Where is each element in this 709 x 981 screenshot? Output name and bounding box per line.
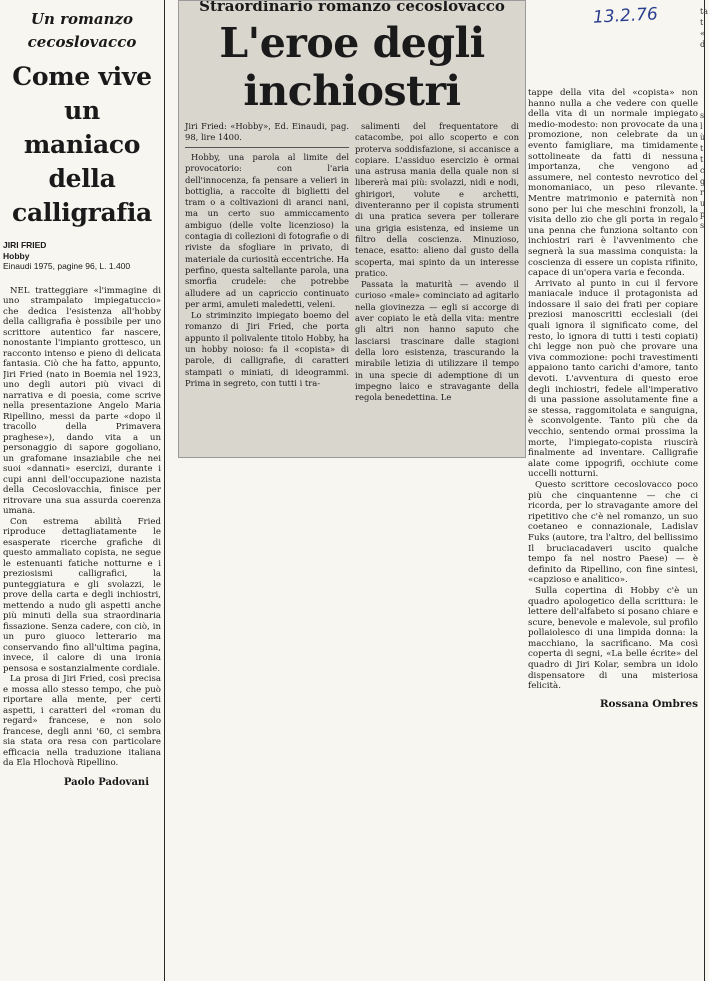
clip-kicker: Straordinario romanzo cecoslovacco [199, 0, 505, 15]
paragraph: Passata la maturità — avendo il curioso «male» cominciato ad agitarlo nella giovinezza — egli si accorge di aver copiato le età della vita: mentre gli altri non hanno saputo che lasciarsi trascinare dalle stagioni della loro esistenza, trascurando la mirabile letizia di utilizzare il tempo in una specie di ademptione di un impegno laico e stravagante della regola benedettina. Le [355, 279, 519, 403]
clip-book-meta: Jiri Fried: «Hobby», Ed. Einaudi, pag. 98, lire 1400. [185, 121, 349, 148]
paragraph: salimenti del frequentatore di catacombe, poi allo scoperto e con proterva soddisfazione, si accanisce a copiare. L'assiduo esercizio è ormai una astrusa mania della quale non si libererà mai più: svolazzi, nidi e nodi, ghirigori, volute e archetti, diventeranno per il copista strumenti di una pratica severa per tollerare una grigia esistenza, ed insieme un filtro della coscienza. Minuzioso, tenace, esatto: alieno dal gusto della scoperta, mai spinto da un interesse pratico. [355, 121, 519, 278]
book-info [3, 240, 161, 272]
right-signature: Rossana Ombres [599, 697, 698, 710]
book-author: JIRI FRIED [3, 240, 47, 250]
edge-fragment-mid: s l ù t t c g r u p s [700, 111, 706, 230]
paragraph: NEL tratteggiare «l'immagine di uno strampalato impiegatuccio» che dedica l'esistenza all'hobby della calligrafia è possibile per uno scrittore autentico far nascere, nonostante l'impianto grottesco, un racconto intenso e pieno di delicata fantasia. Ciò che ha fatto, appunto, Jiri Fried (nato in Boemia nel 1923, uno degli autori più vivaci di narrativa e di poesia, come scrive nella presentazione Angelo Maria Ripellino, messi da parte «dopo il tracollo della Primavera praghese»), dando vita a un personaggio di sapore gogoliano, un grafomane insaziabile che nei suoi «dannati» esercizi, durante i cupi anni dell'occupazione nazista della Cecoslovacchia, finisce per ritrovare una sua assurda coerenza umana. [3, 285, 161, 516]
paragraph: Con estrema abilità Fried riproduce dettagliatamente le esasperate ricerche grafiche di questo ammaliato copista, ne segue le estenuanti fatiche notturne e i preziosismi calligrafici, la punteggiatura e gli svolazzi, le prove della carta e degli inchiostri, mettendo a nudo gli aspetti anche più minuti della sua straordinaria fissazione. Senza cadere, con ciò, in un puro giuoco letterario ma conservando fino all'ultima pagina, invece, il calore di una ironia pensosa e sostanzialmente cordiale. [3, 516, 161, 674]
left-kicker: Un romanzo cecoslovacco [27, 10, 137, 51]
book-title: Hobby [3, 250, 30, 261]
paragraph: Sulla copertina di Hobby c'è un quadro apologetico della scrittura: le lettere dell'alfabeto si posano chiare e scure, benevole e malevole, sul profilo pollaiolesco di una limpida donna: la macchiano, la sacrificano. Ma così coperta di segni, «La belle écrite» del quadro di Jiri Kolar, sembra un idolo dispensatore di una misteriosa felicità. [528, 585, 698, 692]
column-divider [164, 0, 165, 981]
clip-columns [179, 121, 525, 403]
clip-title: L'eroe degli inchiostri [219, 19, 485, 115]
clip-column-2 [355, 121, 519, 403]
paragraph: tappe della vita del «copista» non hanno nulla a che vedere con quelle della vita di un normale impiegato medio-modesto: non provocate da una promozione, non celebrate da un evento famigliare, ma timidamente sottolineate da fatti di nessuna importanza, che vengono ad assumere, nel contesto nevrotico del monomaniaco, un peso rilevante. Mentre matrimonio e paternità non sono per lui che meschini fronzoli, la visita dello zio che gli porta in regalo una penna che funziona soltanto con inchiostri rari è l'avvenimento che segnerà la sua massima conquista: la coscienza di essere un copista rifinito, capace di un'opera varia e feconda. [528, 88, 698, 279]
paragraph: Hobby, una parola al limite del provocatorio: con l'aria dell'innocenza, fa pensare a velieri in bottiglia, a raccolte di biglietti del tram o a coltivazioni di aranci nani, ma un certo suo ammiccamento ambiguo (delle volte licenzioso) la contagia di collezioni di fotografie o di riviste da sfogliare in privato, di materiale da curiosità eccentriche. Ha perfino, questa saltellante parola, una smorfia crudele: che potrebbe alludere ad un capriccio continuato per armi, amuleti maledetti, veleni. [185, 152, 349, 309]
publisher-info: Einaudi 1975, pagine 96, L. 1.400 [3, 261, 131, 271]
edge-fragment-top: ta t « d [700, 7, 708, 49]
left-headline: Come vive un maniaco della calligrafia [12, 62, 152, 227]
left-signature: Paolo Padovani [63, 776, 149, 788]
handwritten-date: 13.2.76 [592, 4, 659, 28]
paragraph: Questo scrittore cecoslovacco poco più che cinquantenne — che ci ricorda, per lo stravagante amore del ripetitivo che c'è nel romanzo, un suo coetaneo e connazionale, Ladislav Fuks (autore, tra l'altro, del bellissimo Il bruciacadaveri uscito qualche tempo fa nel nostro Paese) — è definito da Ripellino, con fine sintesi, «capzioso e analitico». [528, 479, 698, 586]
left-review-column [3, 8, 161, 978]
right-article-column [528, 88, 698, 948]
paragraph: Lo striminzito impiegato boemo del romanzo di Jiri Fried, che porta appunto il polivalente titolo Hobby, ha un hobby noioso: fa il «copista» di parole, di calligrafie, di caratteri stampati o miniati, di ideogrammi. Prima in segreto, con tutti i tra- [185, 310, 349, 388]
paragraph: La prosa di Jiri Fried, così precisa e mossa allo stesso tempo, che può riportare alla mente, per certi aspetti, i caratteri del «roman du regard» francese, e non solo francese, degli anni '60, ci sembra sia stata ora resa con particolare efficacia nella traduzione italiana da Ela Hlochovà Ripellino. [3, 674, 161, 768]
left-article-body [3, 286, 161, 769]
right-article-body [528, 88, 698, 692]
clip-column-1 [185, 121, 349, 403]
paragraph: Arrivato al punto in cui il fervore maniacale induce il protagonista ad indossare il saio dei frati per copiare preziosi manoscritti ecclesiali (dei quali ignora il significato come, del resto, lo ignora di tutti i testi copiati) chi legge non può che provare una viva commozione: pochi travestimenti appaiono tanto carichi d'amore, tanto devoti. L'avventura di questo eroe degli inchiostri, fedele all'imperativo di una passione assolutamente fine a se stessa, raggomitolata e sanguigna, è sconvolgente. Tanto più che da vecchio, sentendo ormai prossima la morte, l'impiegato-copista riuscirà finalmente ad inventare. Calligrafie alate come ippogrifi, occhiute come uccelli notturni. [528, 278, 698, 480]
newspaper-clipping [178, 0, 526, 458]
